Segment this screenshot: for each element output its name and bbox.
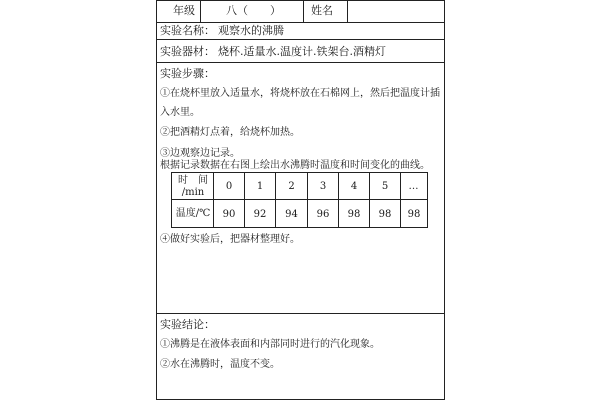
- name-label: 姓名: [311, 4, 333, 17]
- divider-equipment: [156, 62, 445, 63]
- header-divider-1: [200, 0, 201, 22]
- grade-label: 年级: [173, 4, 195, 17]
- header-divider-3: [347, 0, 348, 22]
- temperature-cell: 98: [378, 209, 392, 220]
- temperature-cell: 92: [253, 209, 267, 220]
- time-cell: 4: [350, 181, 358, 192]
- step-4: ④做好实验后，把器材整理好。: [160, 234, 300, 245]
- table-right-border: [427, 172, 428, 228]
- time-cell: …: [408, 181, 420, 192]
- table-top-border: [171, 172, 428, 173]
- row-header-temperature: 温度/℃: [175, 208, 211, 219]
- data-table: [171, 172, 428, 228]
- grade-value: 八（ ）: [226, 4, 281, 17]
- table-bottom-border: [171, 227, 428, 228]
- steps-label: 实验步骤：: [160, 67, 215, 80]
- step-1-line-2: 入水里。: [160, 107, 200, 118]
- divider-header: [156, 22, 445, 23]
- header-divider-2: [303, 0, 304, 22]
- conclusion-1: ①沸腾是在液体表面和内部同时进行的汽化现象。: [160, 339, 380, 350]
- temperature-cell: 98: [407, 209, 421, 220]
- step-3: ③边观察边记录。: [160, 148, 240, 159]
- divider-steps: [156, 313, 445, 314]
- experiment-name-label: 实验名称：: [160, 24, 215, 37]
- table-mid-border: [171, 199, 428, 200]
- conclusion-label: 实验结论：: [160, 318, 215, 331]
- equipment-label: 实验器材：: [160, 45, 215, 58]
- time-cell: 3: [319, 181, 327, 192]
- table-left-border: [171, 172, 172, 228]
- conclusion-2: ②水在沸腾时，温度不变。: [160, 359, 280, 370]
- row-header-time-line-2: /min: [181, 187, 205, 198]
- frame-right-border: [444, 0, 445, 400]
- temperature-cell: 90: [222, 209, 236, 220]
- temperature-cell: 98: [347, 209, 361, 220]
- row-header-time-line-1: 时 间: [178, 175, 208, 186]
- step-1-line-1: ①在烧杯里放入适量水，将烧杯放在石棉网上，然后把温度计插: [160, 88, 440, 99]
- equipment-value: 烧杯.适量水.温度计.铁架台.酒精灯: [218, 45, 386, 58]
- chart-note: 根据记录数据在右图上绘出水沸腾时温度和时间变化的曲线。: [160, 160, 430, 171]
- temperature-cell: 94: [285, 209, 298, 220]
- frame-left-border: [156, 0, 157, 400]
- divider-name: [156, 39, 445, 40]
- time-cell: 0: [225, 181, 233, 192]
- time-cell: 2: [288, 181, 295, 192]
- step-2: ②把酒精灯点着，给烧杯加热。: [160, 127, 300, 138]
- temperature-cell: 96: [316, 209, 330, 220]
- time-cell: 1: [256, 181, 264, 192]
- time-cell: 5: [381, 181, 389, 192]
- experiment-name-value: 观察水的沸腾: [218, 24, 284, 37]
